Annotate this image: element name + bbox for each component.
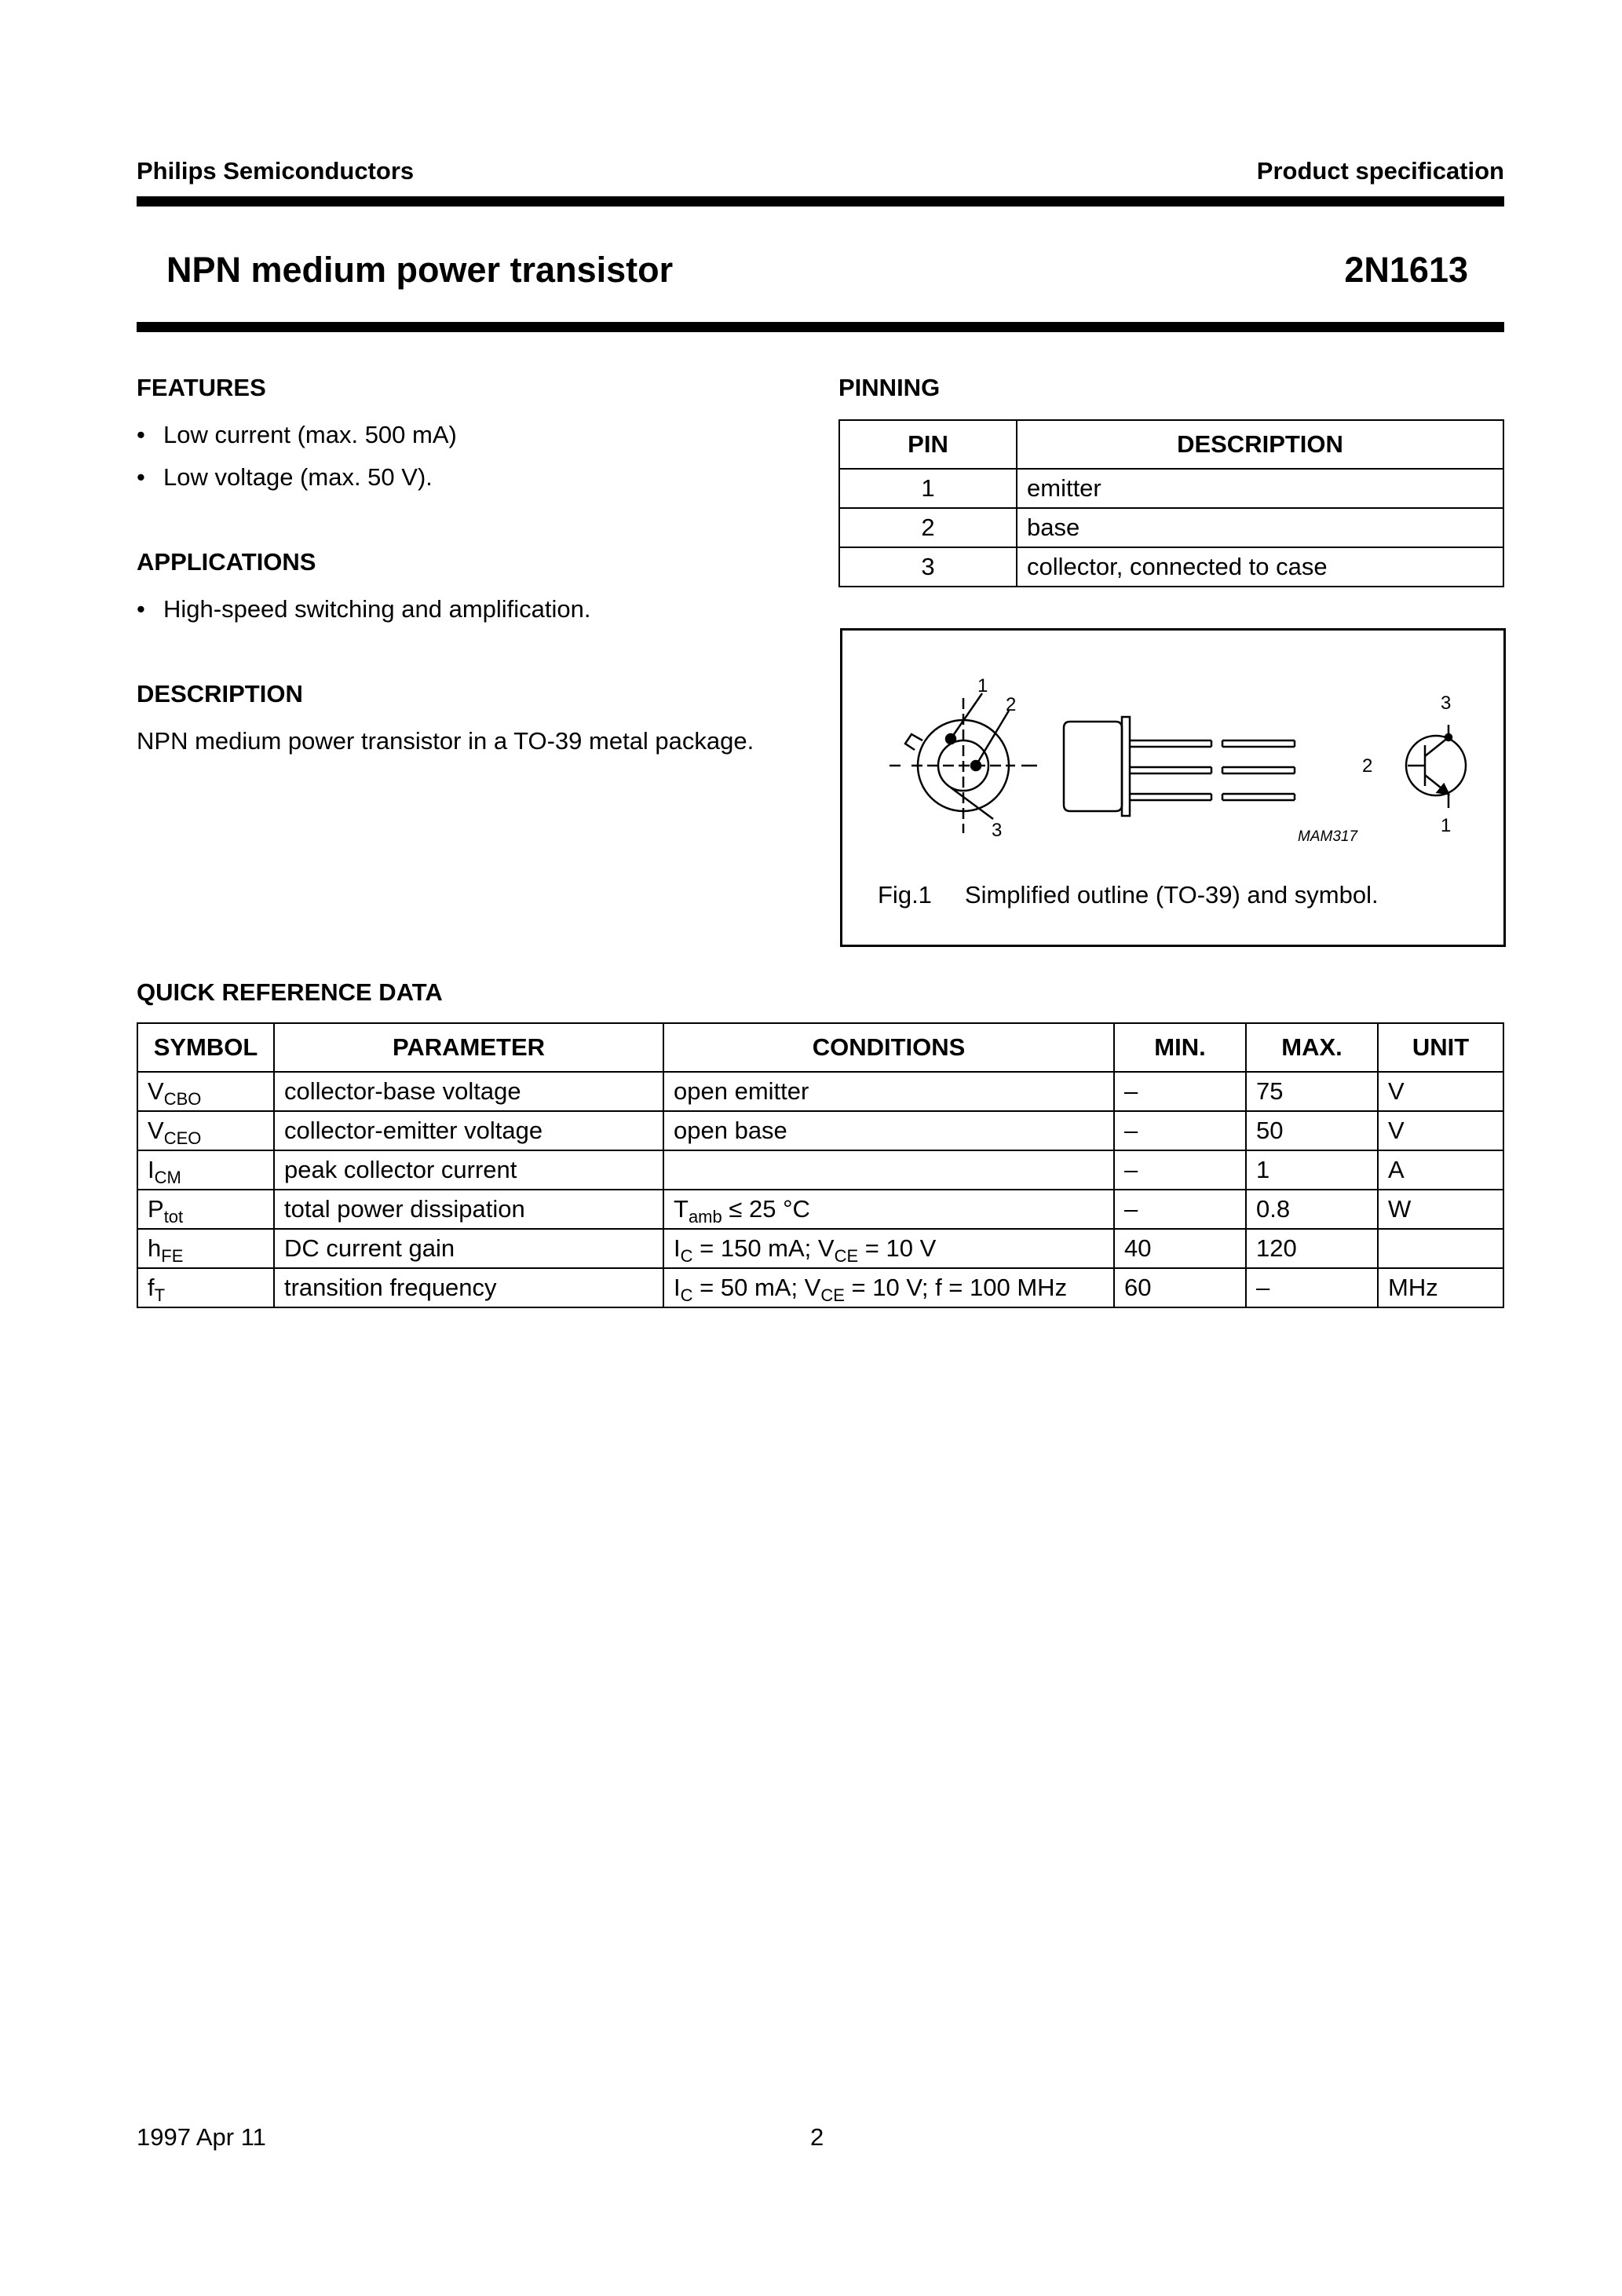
- table-row: 2 base: [839, 508, 1503, 547]
- table-row: $P_{tot}$ total power dissipation $T_{amb} \le 25$ °C – 0.8 W: [137, 1190, 1503, 1229]
- list-item: • Low current (max. 500 mA): [137, 421, 457, 448]
- symbol-label-1: 1: [1441, 815, 1452, 836]
- part-number: 2N1613: [1344, 250, 1468, 290]
- company-name: Philips Semiconductors: [137, 157, 415, 185]
- outline-label-1: 1: [977, 675, 988, 696]
- list-item: • High-speed switching and amplification.: [137, 595, 591, 623]
- outline-label-2: 2: [1006, 694, 1017, 715]
- package-side-view: [1064, 717, 1295, 816]
- header-rule-top: [137, 196, 1504, 207]
- table-row: 3 collector, connected to case: [839, 547, 1503, 587]
- table-header-row: [839, 420, 1503, 469]
- col-pin: PIN: [839, 420, 1017, 469]
- header-rule-bottom: [137, 322, 1504, 332]
- table-header-row: SYMBOL PARAMETER CONDITIONS MIN. MAX. UNIT: [137, 1023, 1503, 1072]
- page-title: NPN medium power transistor: [166, 250, 674, 290]
- qrd-table: [137, 1022, 1504, 1308]
- pinning-heading: PINNING: [838, 374, 941, 401]
- npn-symbol: [1406, 725, 1466, 808]
- table-row: $f_T$ transition frequency $I_C = 50$ mA; $V_{CE} = 10$ V; f = 100 MHz 60 – MHz: [137, 1268, 1503, 1307]
- table-row: $V_{CBO}$ collector-base voltage open emitter – 75 V: [137, 1072, 1503, 1111]
- list-item: • Low voltage (max. 50 V).: [137, 463, 433, 491]
- applications-heading: APPLICATIONS: [137, 548, 316, 576]
- features-heading: FEATURES: [137, 374, 266, 401]
- figure-caption: Fig.1 Simplified outline (TO-39) and symbol.: [878, 881, 1379, 909]
- table-row: $I_{CM}$ peak collector current – 1 A: [137, 1150, 1503, 1190]
- symbol-label-2: 2: [1362, 755, 1373, 777]
- table-row: $V_{CEO}$ collector-emitter voltage open base – 50 V: [137, 1111, 1503, 1150]
- footer-date: 1997 Apr 11: [137, 2123, 266, 2151]
- page-number: 2: [810, 2123, 824, 2151]
- doc-type: Product specification: [1256, 157, 1504, 185]
- table-row: 1 emitter: [839, 469, 1503, 508]
- figure-code: MAM317: [1298, 828, 1358, 845]
- applications-list: [137, 595, 591, 623]
- pinning-table: [838, 419, 1504, 587]
- col-description: DESCRIPTION: [1017, 420, 1503, 469]
- description-text: NPN medium power transistor in a TO-39 metal package.: [137, 727, 754, 755]
- symbol-label-3: 3: [1441, 693, 1452, 714]
- features-list: [137, 421, 457, 492]
- qrd-heading: QUICK REFERENCE DATA: [137, 978, 443, 1006]
- description-heading: DESCRIPTION: [137, 680, 303, 707]
- table-row: $h_{FE}$ DC current gain $I_C = 150$ mA; $V_{CE} = 10$ V 40 120: [137, 1229, 1503, 1268]
- outline-label-3: 3: [992, 820, 1003, 841]
